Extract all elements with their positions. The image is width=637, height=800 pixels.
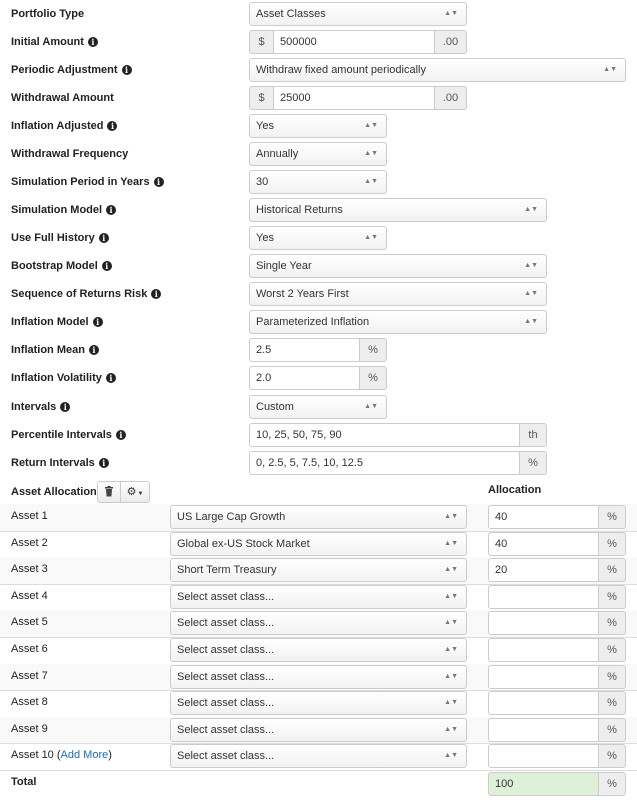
inflation-volatility-label — [11, 366, 116, 390]
asset-label — [11, 537, 48, 549]
sequence-risk-select[interactable] — [249, 282, 547, 306]
use-full-history-label — [11, 226, 109, 250]
allocation-input[interactable] — [488, 585, 599, 609]
asset-label-text: Asset 1 — [11, 510, 48, 522]
asset-class-value: Short Term Treasury — [177, 564, 277, 577]
info-icon[interactable]: i — [106, 205, 116, 215]
percent-suffix: % — [520, 451, 547, 475]
info-icon[interactable]: i — [99, 233, 109, 243]
info-icon[interactable]: i — [122, 65, 132, 75]
caret-updown-icon: ▲▼ — [444, 646, 458, 653]
inflation-model-label-text: Inflation Model — [11, 316, 89, 328]
allocation-input[interactable]: 20 — [488, 558, 599, 582]
percent-suffix: % — [360, 338, 387, 362]
percent-suffix: % — [599, 585, 626, 609]
asset-row — [0, 637, 637, 664]
allocation-input[interactable] — [488, 665, 599, 689]
periodic-adjustment-label — [11, 58, 132, 82]
use-full-history-label-text: Use Full History — [11, 232, 95, 244]
th-suffix: th — [520, 423, 547, 447]
allocation-group — [488, 718, 626, 742]
use-full-history-select[interactable] — [249, 226, 387, 250]
initial-amount-label-text: Initial Amount — [11, 36, 84, 48]
allocation-input[interactable]: 40 — [488, 532, 599, 556]
caret-updown-icon: ▲▼ — [364, 178, 378, 185]
caret-updown-icon: ▲▼ — [603, 66, 617, 73]
inflation-model-label — [11, 310, 103, 334]
caret-updown-icon: ▲▼ — [364, 122, 378, 129]
asset-label: Asset 10 (Add More) — [11, 749, 112, 762]
simulation-model-label-text: Simulation Model — [11, 204, 103, 216]
asset-row — [0, 584, 637, 611]
asset-class-value: Global ex-US Stock Market — [177, 537, 310, 550]
info-icon[interactable]: i — [102, 261, 112, 271]
caret-updown-icon: ▲▼ — [444, 592, 458, 600]
caret-updown-icon: ▲▼ — [444, 539, 458, 547]
allocation-column-header: Allocation — [488, 484, 542, 496]
percent-suffix: % — [599, 691, 626, 715]
asset-class-select[interactable] — [170, 558, 467, 582]
info-icon[interactable]: i — [89, 345, 99, 355]
delete-button[interactable] — [97, 481, 121, 503]
asset-row — [0, 504, 637, 531]
inflation-model-value: Parameterized Inflation — [256, 316, 370, 328]
percent-suffix: % — [599, 638, 626, 662]
portfolio-type-label — [11, 2, 84, 26]
portfolio-type-value: Asset Classes — [256, 8, 326, 20]
allocation-group — [488, 691, 626, 715]
asset-label — [11, 590, 48, 602]
inflation-adjusted-select[interactable] — [249, 114, 387, 138]
percent-suffix: % — [599, 744, 626, 768]
intervals-select[interactable] — [249, 395, 387, 419]
simulation-period-label — [11, 170, 164, 194]
allocation-input[interactable]: 40 — [488, 505, 599, 529]
asset-label-text: Asset 8 — [11, 696, 48, 709]
caret-updown-icon: ▲▼ — [364, 150, 378, 157]
withdrawal-frequency-select[interactable] — [249, 142, 387, 166]
total-group — [488, 772, 626, 796]
asset-class-select[interactable] — [170, 505, 467, 529]
asset-class-value: Select asset class... — [177, 750, 275, 763]
caret-updown-icon: ▲▼ — [444, 513, 458, 520]
caret-updown-icon: ▲▼ — [524, 262, 538, 269]
simulation-model-value: Historical Returns — [256, 204, 343, 216]
asset-label — [11, 643, 48, 655]
asset-label-text: Asset 5 — [11, 616, 48, 629]
asset-row — [0, 610, 637, 637]
gear-icon: ⚙ — [126, 486, 137, 498]
return-intervals-label — [11, 451, 109, 475]
intervals-label — [11, 395, 70, 419]
allocation-group — [488, 611, 626, 635]
inflation-adjusted-label-text: Inflation Adjusted — [11, 120, 104, 132]
allocation-input[interactable] — [488, 718, 599, 742]
initial-amount-input[interactable]: 500000 — [273, 30, 435, 54]
caret-updown-icon: ▲▼ — [524, 290, 538, 297]
allocation-input[interactable] — [488, 744, 599, 768]
inflation-adjusted-value: Yes — [256, 120, 274, 132]
inflation-mean-label — [11, 338, 99, 362]
portfolio-type-select[interactable] — [249, 2, 467, 26]
asset-class-select[interactable] — [170, 744, 467, 768]
trash-icon — [104, 486, 114, 497]
periodic-adjustment-value: Withdraw fixed amount periodically — [256, 64, 426, 76]
asset-label — [11, 563, 48, 575]
total-row — [0, 770, 637, 798]
initial-amount-label — [11, 30, 98, 54]
bootstrap-model-select[interactable] — [249, 254, 547, 278]
asset-row — [0, 743, 637, 770]
asset-class-value: Select asset class... — [177, 670, 275, 683]
asset-label — [11, 723, 48, 735]
inflation-volatility-group — [249, 366, 387, 390]
inflation-mean-label-text: Inflation Mean — [11, 344, 85, 356]
simulation-period-value: 30 — [256, 176, 269, 188]
asset-class-select[interactable] — [170, 611, 467, 635]
cents-suffix: .00 — [435, 30, 467, 54]
total-allocation-value: 100 — [488, 772, 599, 796]
withdrawal-amount-input[interactable]: 25000 — [273, 86, 435, 110]
percent-suffix: % — [599, 505, 626, 529]
asset-row — [0, 664, 637, 691]
return-intervals-group — [249, 451, 547, 475]
percentile-intervals-input[interactable]: 10, 25, 50, 75, 90 — [249, 423, 520, 447]
allocation-input[interactable] — [488, 611, 599, 635]
info-icon[interactable]: i — [107, 121, 117, 131]
sequence-risk-label — [11, 282, 161, 306]
asset-class-value: Select asset class... — [177, 644, 275, 656]
caret-updown-icon: ▲▼ — [524, 206, 538, 213]
asset-label-text: Asset 9 — [11, 722, 48, 735]
asset-class-select[interactable] — [170, 532, 467, 556]
asset-class-select[interactable] — [170, 718, 467, 742]
asset-label-text: Asset 10 — [11, 749, 54, 762]
percent-suffix: % — [599, 718, 626, 742]
withdrawal-amount-label — [11, 86, 114, 110]
asset-label-text: Asset 2 — [11, 536, 48, 549]
caret-updown-icon: ▲▼ — [364, 234, 378, 241]
sequence-risk-label-text: Sequence of Returns Risk — [11, 288, 148, 300]
return-intervals-input[interactable]: 0, 2.5, 5, 7.5, 10, 12.5 — [249, 451, 520, 475]
asset-label — [11, 696, 48, 708]
use-full-history-value: Yes — [256, 232, 274, 244]
simulation-period-select[interactable] — [249, 170, 387, 194]
asset-row — [0, 557, 637, 584]
percent-suffix: % — [599, 665, 626, 689]
percent-suffix: % — [599, 532, 626, 556]
bootstrap-model-label-text: Bootstrap Model — [11, 260, 98, 272]
caret-updown-icon: ▲▼ — [444, 566, 458, 574]
allocation-group — [488, 532, 626, 556]
dollar-prefix: $ — [249, 86, 273, 110]
allocation-input[interactable] — [488, 691, 599, 715]
asset-allocation-title: Asset Allocation — [11, 486, 97, 498]
asset-class-select[interactable] — [170, 665, 467, 689]
asset-label-text: Asset 3 — [11, 563, 48, 576]
sequence-risk-value: Worst 2 Years First — [256, 288, 349, 300]
asset-label — [11, 616, 48, 628]
percent-suffix: % — [599, 772, 626, 796]
percentile-intervals-label-text: Percentile Intervals — [11, 429, 112, 441]
caret-updown-icon: ▲▼ — [444, 10, 458, 17]
allocation-group — [488, 665, 626, 689]
info-icon[interactable]: i — [106, 373, 116, 383]
asset-label-text: Asset 6 — [11, 643, 48, 655]
bootstrap-model-label — [11, 254, 112, 278]
asset-label-text: Asset 4 — [11, 589, 48, 602]
allocation-group — [488, 505, 626, 529]
cents-suffix: .00 — [435, 86, 467, 110]
caret-updown-icon: ▲▼ — [444, 699, 458, 707]
intervals-label-text: Intervals — [11, 401, 57, 413]
allocation-input[interactable] — [488, 638, 599, 662]
info-icon[interactable]: i — [60, 402, 70, 412]
inflation-volatility-label-text: Inflation Volatility — [11, 372, 102, 384]
asset-row — [0, 531, 637, 558]
allocation-group — [488, 638, 626, 662]
initial-amount-group — [249, 30, 467, 54]
asset-class-value: US Large Cap Growth — [177, 511, 286, 523]
settings-dropdown-button[interactable] — [120, 481, 150, 503]
simulation-model-label — [11, 198, 116, 222]
info-icon[interactable]: i — [88, 37, 98, 47]
simulation-period-label-text: Simulation Period in Years — [11, 176, 150, 188]
info-icon[interactable]: i — [93, 317, 103, 327]
caret-updown-icon: ▲▼ — [364, 403, 378, 410]
info-icon[interactable]: i — [116, 430, 126, 440]
inflation-model-select[interactable] — [249, 310, 547, 334]
withdrawal-frequency-label-text: Withdrawal Frequency — [11, 148, 129, 160]
info-icon[interactable]: i — [99, 458, 109, 468]
info-icon[interactable]: i — [154, 177, 164, 187]
allocation-group — [488, 744, 626, 768]
percentile-intervals-group — [249, 423, 547, 447]
asset-row — [0, 717, 637, 744]
inflation-adjusted-label — [11, 114, 117, 138]
caret-updown-icon: ▲▼ — [524, 318, 538, 325]
asset-class-value: Select asset class... — [177, 590, 275, 603]
inflation-volatility-input[interactable]: 2.0 — [249, 366, 360, 390]
allocation-group — [488, 585, 626, 609]
allocation-group — [488, 558, 626, 582]
total-label: Total — [11, 776, 37, 788]
asset-class-value: Select asset class... — [177, 617, 275, 630]
withdrawal-amount-group — [249, 86, 467, 110]
asset-class-select[interactable] — [170, 638, 467, 662]
periodic-adjustment-label-text: Periodic Adjustment — [11, 64, 118, 76]
add-more-link[interactable]: Add More — [60, 749, 109, 762]
asset-label — [11, 670, 48, 682]
withdrawal-frequency-label — [11, 142, 128, 166]
caret-updown-icon: ▲▼ — [444, 672, 458, 680]
caret-updown-icon: ▲▼ — [444, 752, 458, 760]
intervals-value: Custom — [256, 401, 294, 413]
dollar-prefix: $ — [249, 30, 273, 54]
inflation-mean-input[interactable]: 2.5 — [249, 338, 360, 362]
percent-suffix: % — [360, 366, 387, 390]
withdrawal-amount-label-text: Withdrawal Amount — [11, 92, 114, 104]
bootstrap-model-value: Single Year — [256, 260, 312, 272]
withdrawal-frequency-value: Annually — [256, 148, 299, 160]
asset-row — [0, 690, 637, 717]
percent-suffix: % — [599, 558, 626, 582]
portfolio-type-label-text: Portfolio Type — [11, 8, 85, 20]
asset-label-text: Asset 7 — [11, 669, 48, 682]
simulation-model-select[interactable] — [249, 198, 547, 222]
asset-class-value: Select asset class... — [177, 697, 275, 710]
asset-class-select[interactable] — [170, 585, 467, 609]
caret-down-icon: ▼ — [137, 491, 144, 497]
asset-class-value: Select asset class... — [177, 723, 275, 736]
inflation-mean-group — [249, 338, 387, 362]
percent-suffix: % — [599, 611, 626, 635]
caret-updown-icon: ▲▼ — [444, 619, 458, 627]
return-intervals-label-text: Return Intervals — [11, 457, 95, 469]
percentile-intervals-label — [11, 423, 126, 447]
caret-updown-icon: ▲▼ — [444, 725, 458, 733]
asset-label — [11, 510, 48, 522]
asset-class-select[interactable] — [170, 691, 467, 715]
info-icon[interactable]: i — [151, 289, 161, 299]
periodic-adjustment-select[interactable] — [249, 58, 626, 82]
